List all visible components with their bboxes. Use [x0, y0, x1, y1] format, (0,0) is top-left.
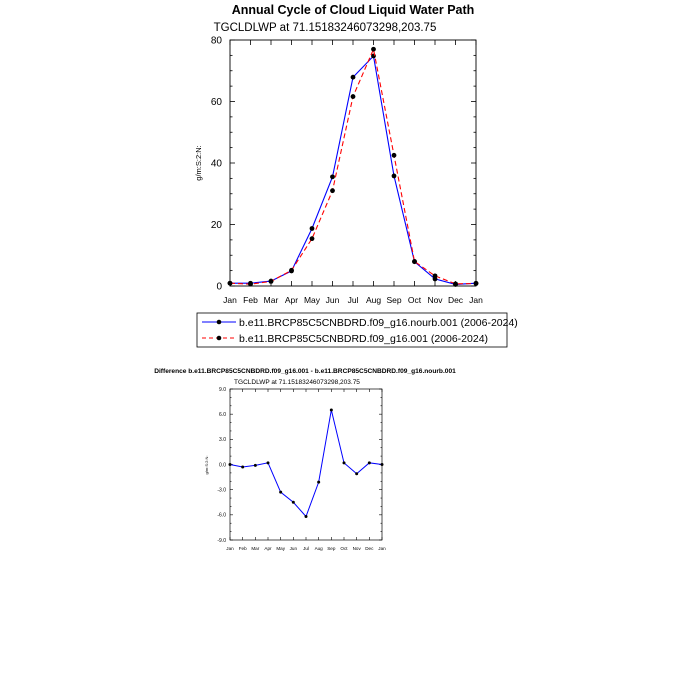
- legend-label-nourb: b.e11.BRCP85C5CNBDRD.f09_g16.nourb.001 (2006-2024): [239, 317, 518, 329]
- diff-chart-ylabel: g/m:S:2:N:: [204, 455, 209, 475]
- diff-xtick-label: Mar: [251, 546, 260, 551]
- main-series-1-point: [433, 273, 438, 278]
- main-series-1-point: [412, 259, 417, 264]
- diff-xtick-label: Oct: [340, 546, 348, 551]
- main-series-1-point: [228, 281, 233, 286]
- diff-series-0-point: [343, 461, 346, 464]
- diff-ytick-label: -9.0: [217, 537, 226, 544]
- main-series-1-point: [453, 281, 458, 286]
- diff-series-0-point: [381, 463, 384, 466]
- diff-ytick-label: 0.0: [219, 462, 226, 469]
- diff-xtick-label: Jul: [303, 546, 309, 551]
- main-ytick-label: 80: [210, 35, 222, 47]
- legend-entry-urb: [202, 333, 488, 345]
- main-xtick-label: Jul: [347, 295, 359, 305]
- diff-series-0-point: [317, 481, 320, 484]
- diff-series-0-point: [254, 464, 257, 467]
- diff-series-0-point: [279, 491, 282, 494]
- diff-series-0-point: [305, 515, 308, 518]
- diff-plot-area: [217, 387, 386, 551]
- main-series-1-point: [474, 281, 479, 286]
- main-series-1-point: [310, 236, 315, 241]
- main-xtick-label: Apr: [284, 295, 299, 305]
- legend-label-urb: b.e11.BRCP85C5CNBDRD.f09_g16.001 (2006-2024): [239, 333, 489, 345]
- diff-xtick-label: Aug: [314, 546, 323, 551]
- main-series-1-point: [392, 153, 397, 158]
- main-ytick-label: 0: [216, 281, 222, 293]
- diff-series-0-point: [292, 501, 295, 504]
- main-series-line-0: [230, 56, 476, 284]
- main-xtick-label: Aug: [365, 295, 382, 305]
- main-ytick-label: 40: [210, 158, 222, 170]
- main-series-0-point: [392, 174, 397, 179]
- diff-series-0-point: [330, 408, 333, 411]
- diff-series-0-point: [355, 472, 358, 475]
- main-xtick-label: Jun: [325, 295, 340, 305]
- main-series-1-point: [330, 188, 335, 193]
- main-xtick-label: Nov: [427, 295, 443, 305]
- diff-ytick-label: 9.0: [219, 386, 226, 393]
- diff-xtick-label: Jun: [289, 546, 298, 551]
- main-xtick-label: Jan: [469, 295, 483, 305]
- diff-series-0-point: [368, 461, 371, 464]
- diff-xtick-label: Jan: [378, 546, 386, 551]
- diff-xtick-label: Feb: [238, 546, 247, 551]
- diff-chart-subtitle: TGCLDLWP at 71.15183246073298,203.75: [234, 379, 360, 386]
- diff-ytick-label: -6.0: [217, 512, 226, 519]
- main-ytick-label: 60: [210, 97, 222, 108]
- diff-xtick-label: Sep: [327, 546, 336, 551]
- main-chart-ylabel: g/m:S:2:N:: [194, 145, 203, 181]
- main-xtick-label: Jan: [223, 295, 237, 305]
- diff-xtick-label: May: [276, 546, 286, 551]
- main-xtick-label: Sep: [386, 295, 402, 305]
- diff-series-line-0: [230, 410, 382, 517]
- main-series-1-point: [371, 47, 376, 52]
- main-xtick-label: Feb: [243, 295, 258, 305]
- main-series-1-point: [269, 279, 274, 284]
- diff-ytick-label: -3.0: [217, 487, 226, 494]
- main-plot-area: [211, 36, 483, 306]
- main-chart-subtitle: TGCLDLWP at 71.15183246073298,203.75: [213, 22, 437, 34]
- legend-marker-urb: [217, 336, 222, 341]
- main-series-0-point: [351, 75, 356, 80]
- diff-xtick-label: Nov: [352, 546, 361, 551]
- main-xtick-label: Dec: [447, 295, 464, 305]
- diff-series-0-point: [267, 461, 270, 464]
- legend-marker-nourb: [217, 320, 222, 325]
- diff-xtick-label: Jan: [226, 546, 234, 551]
- main-chart-title: Annual Cycle of Cloud Liquid Water Path: [231, 3, 475, 17]
- diff-xtick-label: Apr: [264, 546, 272, 551]
- main-series-0-point: [310, 226, 315, 231]
- diff-series-0-point: [241, 466, 244, 469]
- main-series-0-point: [330, 174, 335, 179]
- main-series-1-point: [351, 94, 356, 99]
- diff-xtick-label: Dec: [365, 546, 374, 551]
- diff-ytick-label: 6.0: [219, 411, 226, 418]
- main-ytick-label: 20: [210, 220, 222, 231]
- legend-entry-nourb: [202, 317, 518, 329]
- diff-series-0-point: [229, 463, 232, 466]
- main-series-1-point: [248, 282, 253, 287]
- main-series-line-1: [230, 49, 476, 284]
- diff-chart-title: Difference b.e11.BRCP85C5CNBDRD.f09_g16.001 - b.e11.BRCP85C5CNBDRD.f09_g16.nourb.001: [154, 368, 456, 375]
- diff-ytick-label: 3.0: [219, 437, 226, 444]
- main-xtick-label: Mar: [263, 295, 279, 305]
- main-xtick-label: May: [303, 295, 321, 305]
- main-series-1-point: [289, 268, 294, 273]
- main-xtick-label: Oct: [407, 295, 422, 305]
